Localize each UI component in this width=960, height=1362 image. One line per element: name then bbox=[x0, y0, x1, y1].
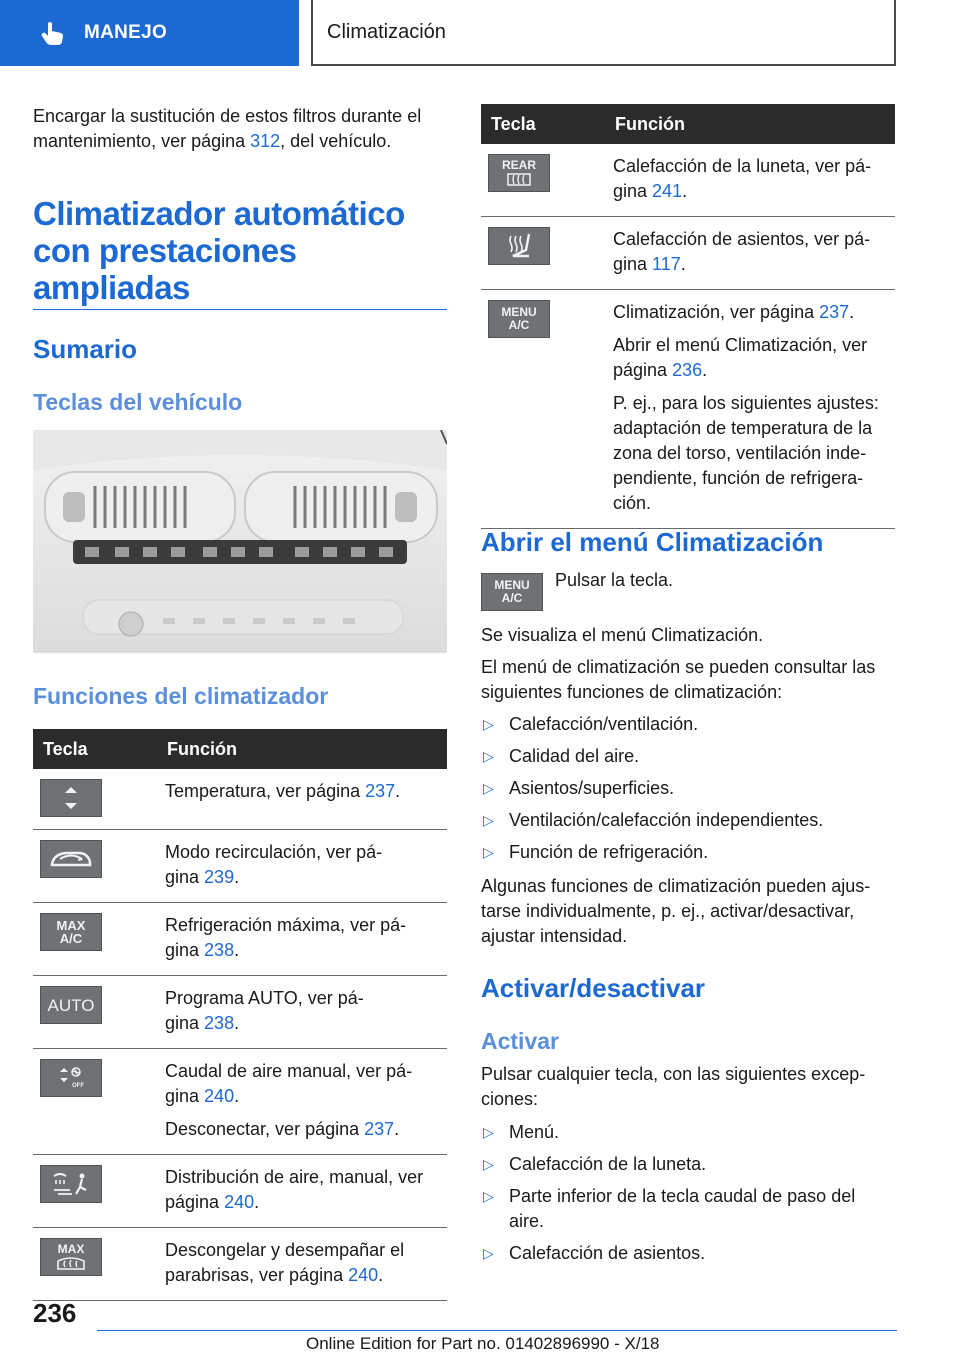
table-row bbox=[33, 1155, 447, 1228]
heading-rule bbox=[33, 309, 447, 310]
table-header-row bbox=[481, 104, 895, 144]
temperature-arrows-icon bbox=[40, 779, 102, 817]
key-label: REAR bbox=[501, 158, 536, 172]
rear-defrost-icon bbox=[488, 154, 550, 192]
col-header-key: Tecla bbox=[481, 104, 605, 144]
row-text: gina bbox=[165, 867, 205, 887]
main-heading-line2: con prestaciones bbox=[33, 232, 297, 269]
row-text: Desconectar, ver página bbox=[165, 1119, 365, 1139]
press-key-text: Pulsar la tecla. bbox=[555, 570, 674, 590]
row-text: gina bbox=[613, 181, 653, 201]
row-text: gina bbox=[165, 1086, 205, 1106]
section-tab[interactable] bbox=[0, 0, 299, 66]
activar-p1: Pulsar cualquier tecla, con las siguientes excep-ciones: bbox=[481, 1064, 866, 1109]
page-link[interactable]: 240 bbox=[204, 1086, 235, 1106]
table-row bbox=[481, 290, 895, 529]
footer-rule bbox=[97, 1330, 897, 1331]
table-row bbox=[33, 769, 447, 830]
row-text-end: . bbox=[680, 254, 686, 274]
list-item: ▷ Calidad del aire. bbox=[483, 746, 640, 766]
row-text: Distribución de aire, manual, ver bbox=[165, 1167, 424, 1187]
key-label: AUTO bbox=[47, 995, 95, 1015]
row-text-end: . bbox=[254, 1192, 260, 1212]
hand-pointer-icon bbox=[40, 20, 66, 46]
key-label: MAX A/C bbox=[56, 918, 86, 946]
seat-heating-icon bbox=[488, 227, 550, 265]
page-link[interactable]: 237 bbox=[364, 1119, 395, 1139]
table-row bbox=[33, 830, 447, 903]
page-link[interactable]: 117 bbox=[652, 254, 681, 274]
activar-subheading: Activar bbox=[481, 1028, 559, 1054]
funciones-heading: Funciones del climatizador bbox=[33, 683, 329, 709]
table-row bbox=[33, 903, 447, 976]
abrir-heading: Abrir el menú Climatización bbox=[481, 527, 824, 557]
svg-text:OFF: OFF bbox=[72, 1083, 84, 1089]
row-text: Abrir el menú Climatización, ver bbox=[613, 335, 868, 355]
page-link-312[interactable]: 312 bbox=[250, 131, 281, 151]
abrir-p1: Se visualiza el menú Climatización. bbox=[481, 625, 764, 645]
functions-table-left bbox=[33, 729, 447, 1301]
row-text-end: . bbox=[378, 1265, 384, 1285]
dashboard-climate-photo bbox=[33, 430, 447, 653]
page-link[interactable]: 239 bbox=[204, 867, 235, 887]
list-item-text: Calidad del aire. bbox=[509, 746, 640, 766]
col-header-key: Tecla bbox=[33, 729, 157, 769]
list-item-text: Asientos/superficies. bbox=[509, 778, 675, 798]
max-defrost-icon bbox=[40, 1238, 102, 1276]
row-text: parabrisas, ver página bbox=[165, 1265, 349, 1285]
list-item-text: Ventilación/calefacción independientes. bbox=[509, 810, 824, 830]
list-item-text: Calefacción de la luneta. bbox=[509, 1154, 707, 1174]
row-text-end: . bbox=[702, 360, 708, 380]
intro-text-end: , del vehículo. bbox=[280, 131, 392, 151]
intro-text: Encargar la sustitución de estos filtros durante el mantenimiento, ver página bbox=[33, 106, 422, 151]
teclas-vehiculo-heading: Teclas del vehículo bbox=[33, 389, 243, 415]
menu-ac-icon bbox=[481, 573, 543, 611]
activar-list bbox=[481, 1120, 901, 1273]
list-item: ▷ Calefacción de la luneta. bbox=[483, 1154, 707, 1174]
table-row bbox=[481, 144, 895, 217]
row-text: Programa AUTO, ver pá- bbox=[165, 988, 364, 1008]
key-label: MENU A/C bbox=[494, 578, 530, 605]
chapter-title-box bbox=[311, 0, 896, 66]
row-text: Temperatura, ver página bbox=[165, 781, 366, 801]
section-label: MANEJO bbox=[84, 22, 168, 43]
recirculation-icon bbox=[40, 840, 102, 878]
row-text: Caudal de aire manual, ver pá- bbox=[165, 1061, 413, 1081]
chapter-title: Climatización bbox=[327, 20, 446, 43]
sumario-heading: Sumario bbox=[33, 334, 138, 364]
row-text: P. ej., para los siguientes ajustes: adaptación de temperatura de la zona del torso, ventilación inde-pendiente, función de refrigera-ción. bbox=[613, 393, 879, 513]
row-text-end: . bbox=[682, 181, 688, 201]
list-item: ▷ Función de refrigeración. bbox=[483, 842, 709, 862]
page-link[interactable]: 237 bbox=[365, 781, 396, 801]
list-item-text: Parte inferior de la tecla caudal de paso del aire. bbox=[509, 1186, 856, 1231]
table-row bbox=[481, 217, 895, 290]
table-row bbox=[33, 1228, 447, 1301]
list-item: ▷ Calefacción/ventilación. bbox=[483, 714, 699, 734]
main-heading-line3: ampliadas bbox=[33, 269, 190, 306]
key-label: MAX bbox=[57, 1242, 85, 1256]
page-link[interactable]: 240 bbox=[348, 1265, 379, 1285]
row-text-end: . bbox=[234, 1013, 240, 1033]
row-text-end: . bbox=[234, 940, 240, 960]
activar-heading: Activar/desactivar bbox=[481, 973, 706, 1003]
intro-paragraph bbox=[33, 104, 453, 154]
table-row bbox=[33, 976, 447, 1049]
page-link[interactable]: 238 bbox=[204, 1013, 235, 1033]
main-heading-line1: Climatizador automático bbox=[33, 195, 405, 232]
page-link[interactable]: 238 bbox=[204, 940, 235, 960]
auto-icon bbox=[40, 986, 102, 1024]
row-text: gina bbox=[165, 1013, 205, 1033]
max-ac-icon bbox=[40, 913, 102, 951]
row-text: Climatización, ver página bbox=[613, 302, 820, 322]
key-label: MENU A/C bbox=[501, 305, 537, 332]
row-text: Modo recirculación, ver pá- bbox=[165, 842, 383, 862]
list-item: ▷ Parte inferior de la tecla caudal de paso del aire. bbox=[481, 1184, 901, 1234]
table-header-row bbox=[33, 729, 447, 769]
air-distribution-icon bbox=[40, 1165, 102, 1203]
col-header-function: Función bbox=[157, 729, 447, 769]
row-text-end: . bbox=[394, 1119, 400, 1139]
list-item: ▷ Menú. bbox=[483, 1122, 560, 1142]
list-item: ▷ Calefacción de asientos. bbox=[483, 1243, 706, 1263]
col-header-function: Función bbox=[605, 104, 895, 144]
page-number: 236 bbox=[33, 1298, 77, 1328]
edition-text: Online Edition for Part no. 01402896990 - X/18 bbox=[306, 1334, 660, 1353]
main-heading bbox=[33, 195, 447, 306]
row-text: página bbox=[165, 1192, 225, 1212]
list-item: ▷ Ventilación/calefacción independientes. bbox=[483, 810, 824, 830]
page-link[interactable]: 236 bbox=[672, 360, 703, 380]
row-text-end: . bbox=[395, 781, 401, 801]
row-text-end: . bbox=[234, 1086, 240, 1106]
list-item-text: Calefacción de asientos. bbox=[509, 1243, 706, 1263]
row-text-end: . bbox=[234, 867, 240, 887]
abrir-p3: Algunas funciones de climatización pueden ajus-tarse individualmente, p. ej., activar/desactivar, ajustar intensidad. bbox=[481, 876, 871, 946]
menu-ac-icon bbox=[488, 300, 550, 338]
list-item-text: Menú. bbox=[509, 1122, 560, 1142]
row-text: Descongelar y desempañar el bbox=[165, 1240, 405, 1260]
list-item-text: Función de refrigeración. bbox=[509, 842, 709, 862]
row-text-end: . bbox=[849, 302, 855, 322]
airflow-off-icon bbox=[40, 1059, 102, 1097]
page-link[interactable]: 240 bbox=[224, 1192, 255, 1212]
list-item: ▷ Asientos/superficies. bbox=[483, 778, 675, 798]
table-row bbox=[33, 1049, 447, 1155]
row-text: Calefacción de la luneta, ver pá- bbox=[613, 156, 872, 176]
row-text: gina bbox=[613, 254, 653, 274]
functions-table-right bbox=[481, 104, 895, 529]
row-text: Calefacción de asientos, ver pá- bbox=[613, 229, 871, 249]
row-text: página bbox=[613, 360, 673, 380]
row-text: Refrigeración máxima, ver pá- bbox=[165, 915, 407, 935]
list-item-text: Calefacción/ventilación. bbox=[509, 714, 699, 734]
abrir-p2: El menú de climatización se pueden consultar las siguientes funciones de climatización: bbox=[481, 657, 876, 702]
abrir-list bbox=[481, 712, 901, 872]
row-text: gina bbox=[165, 940, 205, 960]
page-link[interactable]: 241 bbox=[652, 181, 683, 201]
page-link[interactable]: 237 bbox=[819, 302, 850, 322]
